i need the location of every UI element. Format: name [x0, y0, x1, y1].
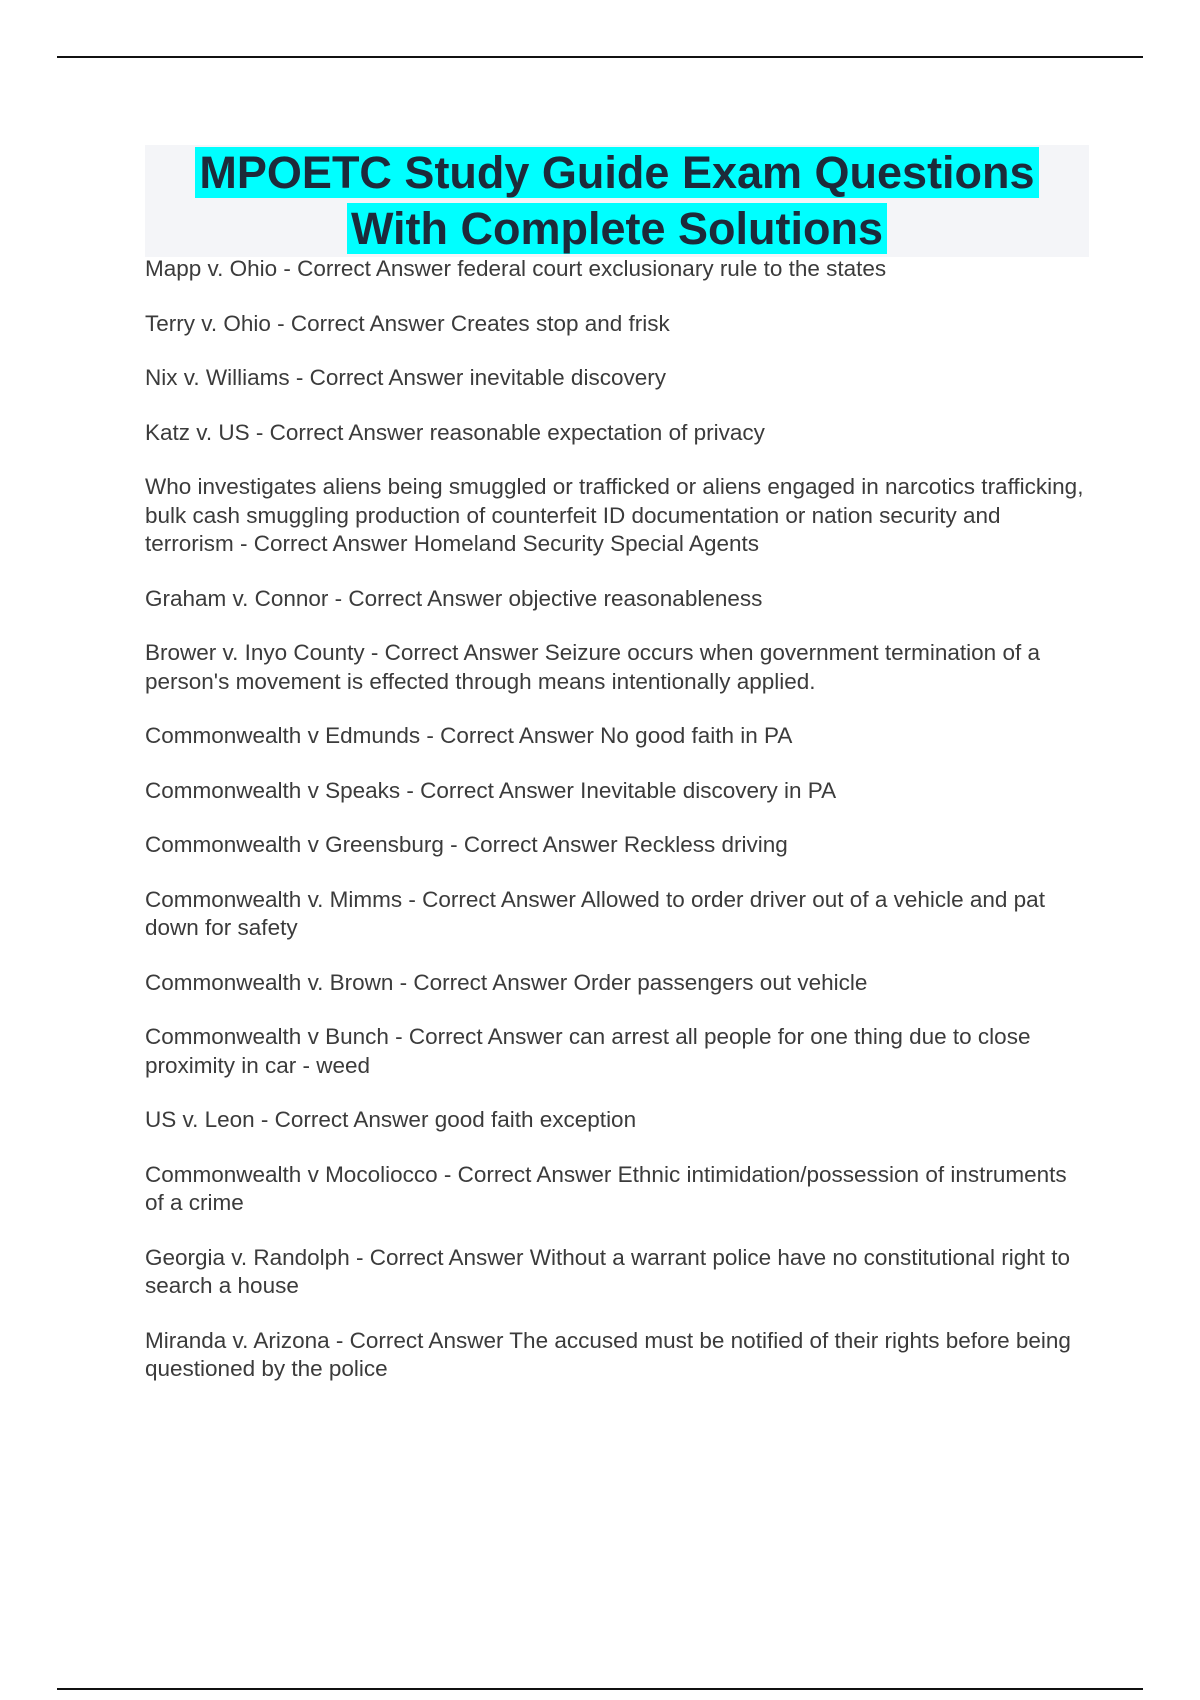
- qa-item: Brower v. Inyo County - Correct Answer Seizure occurs when government termination of a person's movement is effected through means intentionally applied.: [145, 640, 1040, 694]
- qa-item: Terry v. Ohio - Correct Answer Creates stop and frisk: [145, 310, 670, 336]
- page-title: [145, 145, 1089, 257]
- top-rule: [57, 56, 1143, 58]
- qa-list: [145, 255, 1085, 1410]
- qa-item: Who investigates aliens being smuggled or trafficked or aliens engaged in narcotics trafficking, bulk cash smuggling production of counterfeit ID documentation or nation security and terrorism - Correct Answer Homeland Security Special Agents: [145, 474, 1084, 556]
- qa-item: US v. Leon - Correct Answer good faith exception: [145, 1107, 637, 1132]
- title-line-2: With Complete Solutions: [347, 203, 887, 254]
- qa-item: Commonwealth v Speaks - Correct Answer Inevitable discovery in PA: [145, 777, 837, 803]
- qa-item: Katz v. US - Correct Answer reasonable expectation of privacy: [145, 419, 765, 445]
- qa-item: Graham v. Connor - Correct Answer objective reasonableness: [145, 585, 763, 611]
- qa-item: Georgia v. Randolph - Correct Answer Without a warrant police have no constitutional right to search a house: [145, 1244, 1071, 1298]
- title-block: [145, 145, 1089, 257]
- qa-item: Commonwealth v Edmunds - Correct Answer No good faith in PA: [145, 723, 793, 748]
- qa-item: Miranda v. Arizona - Correct Answer The accused must be notified of their rights before being questioned by the police: [145, 1327, 1071, 1381]
- qa-item: Commonwealth v. Mimms - Correct Answer Allowed to order driver out of a vehicle and pat down for safety: [145, 886, 1045, 940]
- title-line-1: MPOETC Study Guide Exam Questions: [195, 147, 1038, 198]
- qa-item: Nix v. Williams - Correct Answer inevitable discovery: [145, 365, 666, 390]
- qa-item: Commonwealth v Mocoliocco - Correct Answer Ethnic intimidation/possession of instruments of a crime: [145, 1161, 1067, 1215]
- qa-item: Commonwealth v Bunch - Correct Answer can arrest all people for one thing due to close proximity in car - weed: [145, 1024, 1031, 1078]
- qa-item: Commonwealth v Greensburg - Correct Answer Reckless driving: [145, 832, 788, 857]
- qa-item: Commonwealth v. Brown - Correct Answer Order passengers out vehicle: [145, 969, 868, 995]
- qa-item: Mapp v. Ohio - Correct Answer federal court exclusionary rule to the states: [145, 256, 887, 281]
- bottom-rule: [57, 1688, 1143, 1690]
